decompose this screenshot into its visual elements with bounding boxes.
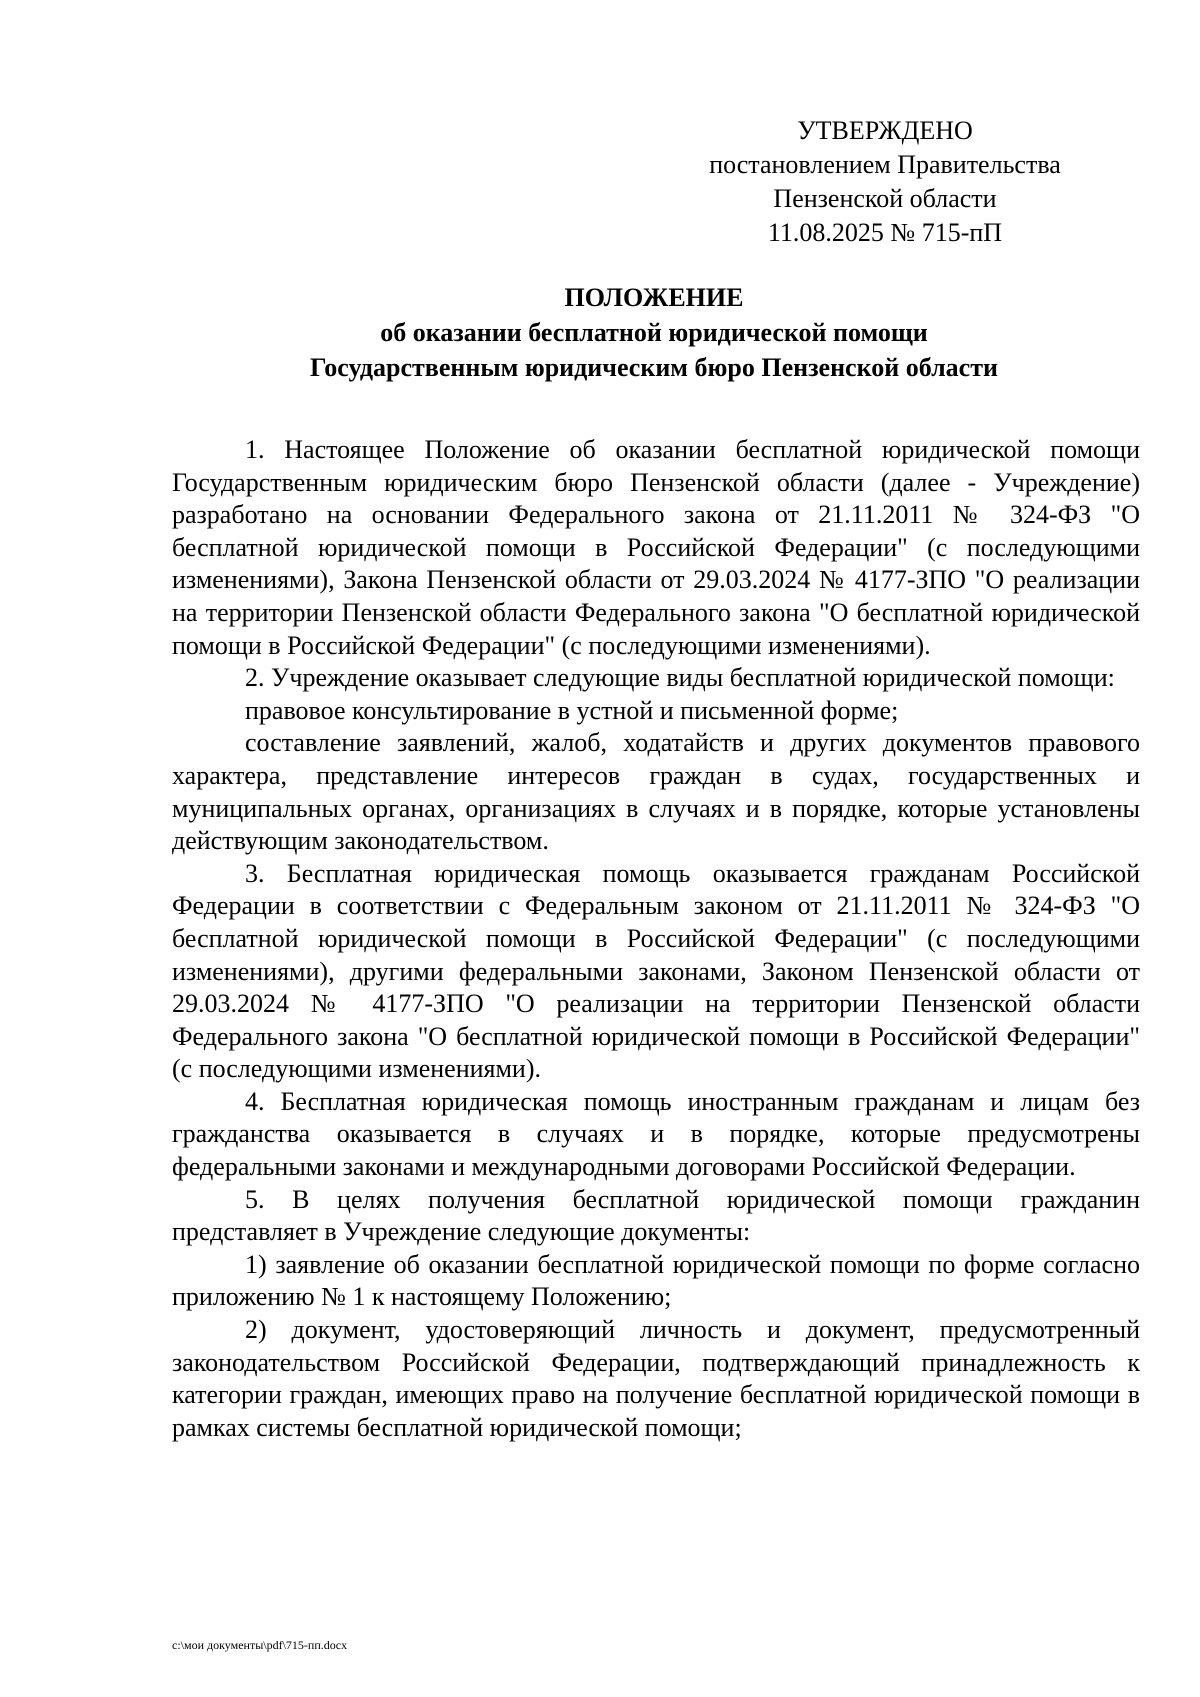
document-body (172, 434, 1140, 1444)
approval-stamp-block (690, 114, 1080, 250)
paragraph-2: 2. Учреждение оказывает следующие виды бесплатной юридической помощи: (245, 663, 1115, 693)
approval-authority: постановлением Правительства (709, 150, 1061, 179)
footer-file-path: c:\мои документы\pdf\715-пп.docx (172, 1638, 348, 1652)
paragraph-2-item-consulting: правовое консультирование в устной и письменной форме; (245, 695, 899, 725)
title-heading: ПОЛОЖЕНИЕ (564, 283, 744, 312)
approval-date-number: 11.08.2025 № 715-пП (767, 218, 1003, 247)
paragraph-4: 4. Бесплатная юридическая помощь иностранным гражданам и лицам без гражданства оказывается в случаях и в порядке, которые предусмотрены федеральными законами и международными договорами Российской Федерации. (172, 1086, 1140, 1182)
paragraph-5: 5. В целях получения бесплатной юридической помощи гражданин представляет в Учреждение следующие документы: (172, 1184, 1140, 1247)
title-organization: Государственным юридическим бюро Пензенской области (310, 353, 998, 382)
approval-heading: УТВЕРЖДЕНО (797, 116, 973, 145)
title-subject: об оказании бесплатной юридической помощи (380, 318, 928, 347)
paragraph-5-item-1: 1) заявление об оказании бесплатной юридической помощи по форме согласно приложению № 1 к настоящему Положению; (172, 1249, 1140, 1312)
paragraph-1: 1. Настоящее Положение об оказании бесплатной юридической помощи Государственным юридическим бюро Пензенской области (далее - Учреждение) разработано на основании Федерального закона от 21.11.2011 № 324-ФЗ "О бесплатной юридической помощи в Российской Федерации" (с последующими изменениями), Закона Пензенской области от 29.03.2024 № 4177-ЗПО "О реализации на территории Пензенской области Федерального закона "О бесплатной юридической помощи в Российской Федерации" (с последующими изменениями). (172, 435, 1140, 660)
paragraph-2-item-documents: составление заявлений, жалоб, ходатайств и других документов правового характера, представление интересов граждан в судах, государственных и муниципальных органах, организациях в случаях и в порядке, которые установлены действующим законодательством. (172, 728, 1140, 856)
approval-region: Пензенской области (773, 184, 997, 213)
document-title (170, 280, 1138, 385)
paragraph-5-item-2: 2) документ, удостоверяющий личность и документ, предусмотренный законодательством Российской Федерации, подтверждающий принадлежность к категории граждан, имеющих право на получение бесплатной юридической помощи в рамках системы бесплатной юридической помощи; (172, 1315, 1140, 1442)
paragraph-3: 3. Бесплатная юридическая помощь оказывается гражданам Российской Федерации в соответствии с Федеральным законом от 21.11.2011 № 324-ФЗ "О бесплатной юридической помощи в Российской Федерации" (с последующими изменениями), другими федеральными законами, Законом Пензенской области от 29.03.2024 № 4177-ЗПО "О реализации на территории Пензенской области Федерального закона "О бесплатной юридической помощи в Российской Федерации" (с последующими изменениями). (172, 858, 1140, 1084)
